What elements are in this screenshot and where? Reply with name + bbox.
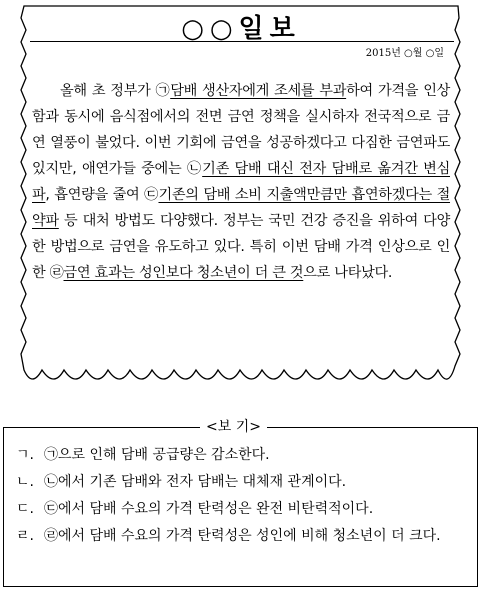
newspaper-clipping bbox=[18, 4, 464, 390]
choice-text: ㉡에서 기존 담배와 전자 담배는 대체재 관계이다. bbox=[44, 474, 347, 490]
article-text: 하여 가격을 인상함과 동시에 음식점에서의 전면 금연 정책을 실시하자 전국적으로 금연 열풍이 불었다. 이번 기회에 금연을 성공하겠다고 다짐한 금연파도 있지만, 애연가들 중에는 bbox=[32, 83, 450, 177]
title-rule bbox=[30, 41, 454, 42]
underlined-phrase-3: 기존의 담배 소비 지출액만큼만 흡연하겠다는 절약파 bbox=[32, 187, 451, 229]
underlined-phrase-4: 금연 효과는 성인보다 청소년이 더 큰 것 bbox=[63, 265, 304, 281]
newspaper-title: ○○일보 bbox=[181, 14, 301, 44]
underlined-phrase-1: 담배 생산자에게 조세를 부과 bbox=[170, 83, 347, 99]
article-body bbox=[32, 78, 450, 286]
choice-marker: ㄹ. bbox=[16, 528, 34, 544]
choices-list bbox=[16, 442, 468, 550]
article-text: 으로 나타났다. bbox=[303, 265, 393, 281]
choices-title: <보 기> bbox=[200, 416, 267, 436]
underlined-phrase-2: 기존 담배 대신 전자 담배로 옮겨간 변심파 bbox=[32, 161, 450, 203]
marker-3: ㉢ bbox=[144, 187, 159, 203]
newspaper-date: 2015년 ○월 ○일 bbox=[365, 48, 444, 59]
article-text: , 흡연량을 줄여 bbox=[45, 187, 145, 203]
choice-marker: ㄴ. bbox=[16, 474, 34, 490]
article-text: 올해 초 정부가 bbox=[60, 83, 156, 99]
choice-marker: ㄱ. bbox=[16, 447, 34, 463]
choice-text: ㉣에서 담배 수요의 가격 탄력성은 성인에 비해 청소년이 더 크다. bbox=[44, 528, 441, 544]
choice-item bbox=[16, 469, 468, 496]
marker-4: ㉣ bbox=[49, 265, 64, 281]
choice-item bbox=[16, 523, 468, 550]
marker-2: ㉡ bbox=[186, 161, 203, 177]
article-paragraph bbox=[32, 78, 450, 286]
choice-text: ㉢에서 담배 수요의 가격 탄력성은 완전 비탄력적이다. bbox=[44, 501, 374, 517]
choice-item bbox=[16, 442, 468, 469]
choice-marker: ㄷ. bbox=[16, 501, 34, 517]
choice-item bbox=[16, 496, 468, 523]
article-text: 등 대처 방법도 다양했다. 정부는 국민 건강 증진을 위하여 다양한 방법으로 금연을 유도하고 있다. 특히 이번 담배 가격 인상으로 인한 bbox=[32, 213, 450, 281]
marker-1: ㉠ bbox=[155, 83, 171, 99]
choice-text: ㉠으로 인해 담배 공급량은 감소한다. bbox=[44, 447, 270, 463]
